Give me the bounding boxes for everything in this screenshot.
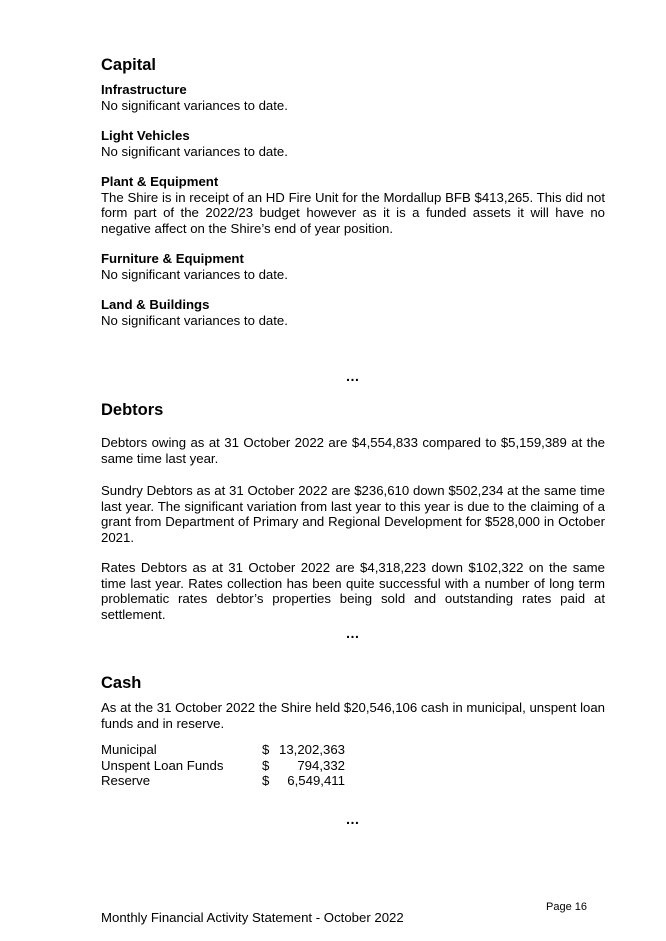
cash-intro <box>101 700 605 731</box>
capital-item-text: No significant variances to date. <box>101 97 288 113</box>
cash-row-reserve <box>101 773 361 789</box>
capital-item-text: No significant variances to date. <box>101 266 288 282</box>
section-divider: … <box>345 811 361 827</box>
debtors-paragraph <box>101 483 605 545</box>
debtors-heading: Debtors <box>101 401 164 419</box>
capital-item-heading: Land & Buildings <box>101 297 210 312</box>
capital-item-text: No significant variances to date. <box>101 143 288 159</box>
capital-item-infrastructure <box>101 82 605 113</box>
cash-row-amount: 6,549,411 <box>287 773 345 788</box>
debtors-paragraph-text: Debtors owing as at 31 October 2022 are $4,554,833 compared to $5,159,389 at the same time last year. <box>101 435 605 466</box>
cash-row-municipal <box>101 742 361 758</box>
cash-row-amount: 13,202,363 <box>278 742 345 757</box>
cash-row-unspent-loan-funds <box>101 758 361 774</box>
page-number: Page 16 <box>546 901 587 913</box>
capital-item-heading: Furniture & Equipment <box>101 251 244 266</box>
capital-item-heading: Infrastructure <box>101 82 187 97</box>
capital-item-heading: Light Vehicles <box>101 128 190 143</box>
cash-row-currency: $ <box>262 757 270 773</box>
capital-item-heading: Plant & Equipment <box>101 174 219 189</box>
capital-item-light-vehicles <box>101 128 605 159</box>
page-footer: Monthly Financial Activity Statement - October 2022 <box>101 910 404 925</box>
capital-item-land-buildings <box>101 297 605 328</box>
capital-item-text: No significant variances to date. <box>101 312 288 328</box>
capital-item-plant-equipment <box>101 174 605 236</box>
section-divider: … <box>345 368 361 384</box>
capital-heading: Capital <box>101 56 157 74</box>
section-divider: … <box>345 625 361 641</box>
cash-row-label: Municipal <box>101 742 157 757</box>
debtors-paragraph <box>101 560 605 622</box>
debtors-paragraph-text: Sundry Debtors as at 31 October 2022 are $236,610 down $502,234 at the same time last year. The significant variation from last year to this year is due to the claiming of a grant from Department of Primary and Regional Development for $528,000 in October 2021. <box>101 483 605 545</box>
debtors-paragraph <box>101 435 605 466</box>
cash-row-label: Reserve <box>101 773 151 788</box>
cash-row-currency: $ <box>262 773 270 788</box>
cash-table <box>101 742 361 789</box>
cash-intro-text: As at the 31 October 2022 the Shire held $20,546,106 cash in municipal, unspent loan funds and in reserve. <box>101 700 605 731</box>
debtors-paragraph-text: Rates Debtors as at 31 October 2022 are $4,318,223 down $102,322 on the same time last year. Rates collection has been quite successful with a number of long term problematic rates debtor’s properties being sold and outstanding rates paid at settlement. <box>101 560 605 622</box>
cash-heading: Cash <box>101 674 142 692</box>
capital-item-furniture-equipment <box>101 251 605 282</box>
cash-row-amount: 794,332 <box>297 757 345 773</box>
cash-row-currency: $ <box>262 742 270 757</box>
capital-item-text: The Shire is in receipt of an HD Fire Unit for the Mordallup BFB $413,265. This did not form part of the 2022/23 budget however as it is a funded assets it will have no negative affect on the Shire’s end of year position. <box>101 189 605 236</box>
cash-row-label: Unspent Loan Funds <box>101 757 224 773</box>
